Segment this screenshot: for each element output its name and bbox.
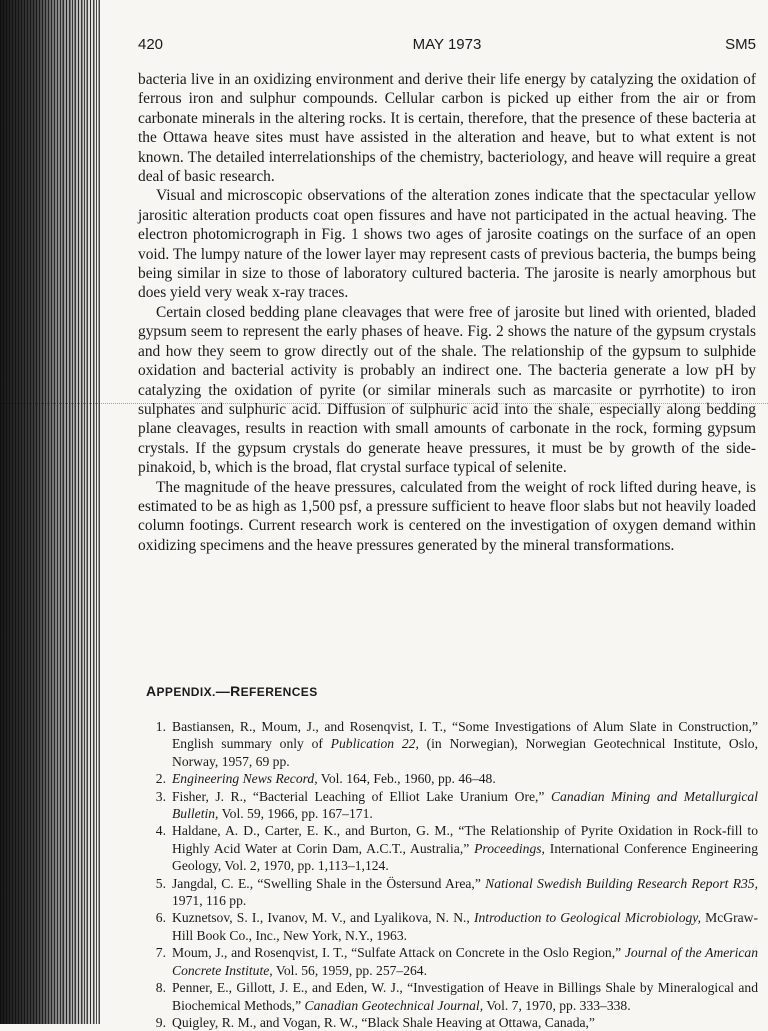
body-paragraph: The magnitude of the heave pressures, calculated from the weight of rock lifted during heave, is estimated to be as high as 1,500 psf, a pressure sufficient to heave floor slabs but not heavily loaded column footings. Current research work is centered on the investigation of oxygen demand within oxidizing specimens and the heave pressures generated by the mineral transformations. bbox=[138, 478, 756, 554]
reference-item: 6. Kuznetsov, S. I., Ivanov, M. V., and Lyalikova, N. N., Introduction to Geological Microbiology, McGraw-Hill Book Co., Inc., New York, N.Y., 1963. bbox=[140, 909, 758, 944]
publication-title: Engineering News Record, bbox=[172, 771, 318, 787]
body-paragraph: bacteria live in an oxidizing environment and derive their life energy by catalyzing the oxidation of ferrous iron and sulphur compounds. Cellular carbon is picked up either from the air or from carbonate minerals in the altering rocks. It is certain, therefore, that the presence of these bacteria at the Ottawa heave sites must have assisted in the alteration and heave, but to what extent is not known. The detailed interrelationships of the chemistry, bacteriology, and heave will require a great deal of basic research. bbox=[138, 71, 756, 186]
body-paragraph: Certain closed bedding plane cleavages that were free of jarosite but lined with oriented, bladed gypsum seem to represent the early phases of heave. Fig. 2 shows the nature of the gypsum crystals and how they seem to grow directly out of the shale. The relationship of the gypsum to sulphide oxidation and bacterial activity is probably an indirect one. The bacteria generate a low pH by catalyzing the oxidation of pyrite (or similar minerals such as marcasite or pyrrhotite) to iron sulphates and sulphuric acid. Diffusion of sulphuric acid into the shale, especially along bedding plane cleavages, results in reaction with small amounts of carbonate in the rock, forming gypsum crystals. If the gypsum crystals do generate heave pressures, it must be by growth of the side-pinakoid, b, which is the broad, flat crystal surface typical of selenite. bbox=[138, 303, 756, 477]
reference-number: 3. bbox=[155, 788, 166, 804]
reference-number: 5. bbox=[155, 875, 166, 891]
reference-number: 7. bbox=[155, 945, 166, 961]
reference-item: 5. Jangdal, C. E., “Swelling Shale in the Östersund Area,” National Swedish Building Research Report R35, 1971, 116 pp. bbox=[140, 875, 758, 910]
reference-number: 1. bbox=[155, 719, 166, 734]
publication-title: Introduction to Geological Microbiology, bbox=[473, 910, 701, 926]
publication-title: Canadian Geotechnical Journal, bbox=[304, 997, 484, 1013]
reference-item: 2. Engineering News Record, Vol. 164, Feb., 1960, pp. 46–48. bbox=[140, 770, 758, 787]
reference-number: 6. bbox=[155, 910, 166, 926]
reference-item: 4. Haldane, A. D., Carter, E. K., and Burton, G. M., “The Relationship of Pyrite Oxidation in Rock-fill to Highly Acid Water at Corin Dam, A.C.T., Australia,” Proceedings, International Conference Engineering Geology, Vol. 2, 1970, pp. 1,113–1,124. bbox=[140, 822, 758, 874]
publication-title: Proceedings, bbox=[474, 840, 545, 856]
appendix-heading: APPENDIX.—REFERENCES bbox=[146, 683, 318, 699]
page-binding-edge bbox=[62, 0, 102, 1024]
reference-item: 1. Bastiansen, R., Moum, J., and Rosenqvist, I. T., “Some Investigations of Alum Slate in Construction,” English summary only of Publication 22, (in Norwegian), Norwegian Geotechnical Institute, Oslo, Norway, 1957, 69 pp. bbox=[140, 718, 758, 770]
reference-number: 4. bbox=[155, 823, 166, 839]
reference-item: 8. Penner, E., Gillott, J. E., and Eden, W. J., “Investigation of Heave in Billings Shale by Mineralogical and Biochemical Methods,” Canadian Geotechnical Journal, Vol. 7, 1970, pp. 333–338. bbox=[140, 979, 758, 1014]
issue-date: MAY 1973 bbox=[412, 36, 482, 53]
reference-list bbox=[140, 718, 758, 1031]
publication-title: National Swedish Building Research Report R35, bbox=[485, 875, 759, 891]
publication-title: Journal of the American Concrete Institute, bbox=[172, 945, 758, 978]
page-number: 420 bbox=[138, 36, 164, 53]
publication-title: Canadian Mining and Metallurgical Bulletin, bbox=[172, 788, 759, 822]
reference-item: 3. Fisher, J. R., “Bacterial Leaching of Elliot Lake Uranium Ore,” Canadian Mining and Metallurgical Bulletin, Vol. 59, 1966, pp. 167–171. bbox=[140, 788, 758, 823]
running-header bbox=[138, 36, 756, 58]
journal-code: SM5 bbox=[725, 36, 756, 53]
reference-number: 8. bbox=[155, 980, 166, 996]
reference-number: 2. bbox=[155, 771, 166, 787]
body-paragraph: Visual and microscopic observations of the alteration zones indicate that the spectacular yellow jarositic alteration products coat open fissures and have not participated in the actual heaving. The electron photomicrograph in Fig. 1 shows two ages of jarosite coatings on the surface of an open void. The lumpy nature of the lower layer may represent casts of previous bacteria, the bumps being being similar in size to those of laboratory cultured bacteria. The jarosite is nearly amorphous but does yield very weak x-ray traces. bbox=[138, 187, 756, 302]
publication-title: Publication 22, bbox=[330, 736, 419, 752]
reference-item: 7. Moum, J., and Rosenqvist, I. T., “Sulfate Attack on Concrete in the Oslo Region,” Journal of the American Concrete Institute, Vol. 56, 1959, pp. 257–264. bbox=[140, 944, 758, 979]
reference-number: 9. bbox=[155, 1014, 166, 1030]
article-body bbox=[138, 70, 756, 555]
reference-item: 9. Quigley, R. M., and Vogan, R. W., “Black Shale Heaving at Ottawa, Canada,” bbox=[140, 1014, 758, 1031]
